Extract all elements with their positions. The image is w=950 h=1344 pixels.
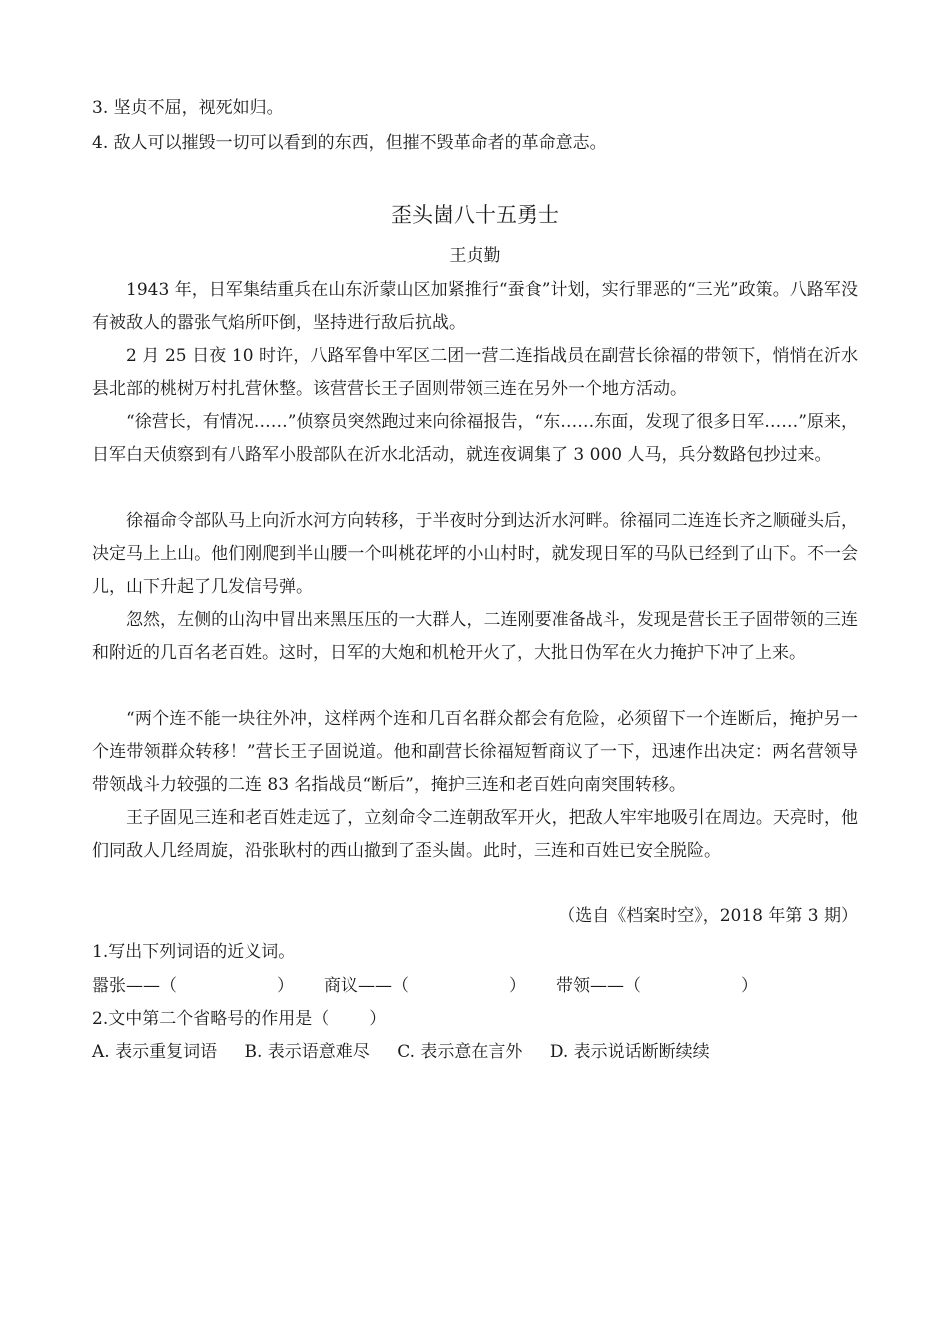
article-title: 歪头崮八十五勇士 (391, 203, 559, 227)
article-source: （选自《档案时空》，2018 年第 3 期） (558, 906, 858, 926)
answer-item-4: 4. 敌人可以摧毁一切可以看到的东西，但摧不毁革命者的革命意志。 (92, 133, 607, 153)
option-a[interactable]: A. 表示重复词语 (92, 1042, 218, 1062)
option-b[interactable]: B. 表示语意难尽 (244, 1042, 370, 1062)
option-d[interactable]: D. 表示说话断断续续 (549, 1042, 710, 1062)
synonym-item-3 (556, 975, 758, 997)
paragraph-4: 徐福命令部队马上向沂水河方向转移，于半夜时分到达沂水河畔。徐福同二连连长齐之顺碰头后，决定马上上山。他们刚爬到半山腰一个叫桃花坪的小山村时，就发现日军的马队已经到了山下。不一会儿，山下升起了几发信号弹。 (92, 511, 858, 597)
question-2-prompt (92, 1008, 386, 1030)
paragraph-3: “徐营长，有情况……”侦察员突然跑过来向徐福报告，“东……东面，发现了很多日军……”原来，日军白天侦察到有八路军小股部队在沂水北活动，就连夜调集了 3 000 人马，兵分数路包抄过来。 (92, 412, 858, 465)
synonym-word: 嚣张——（ (92, 976, 177, 996)
option-c[interactable]: C. 表示意在言外 (397, 1042, 523, 1062)
synonym-word: 带领——（ (556, 976, 641, 996)
synonym-close: ） (741, 976, 758, 996)
question-1-items (92, 975, 758, 997)
paragraph-2: 2 月 25 日夜 10 时许，八路军鲁中军区二团一营二连指战员在副营长徐福的带领下，悄悄在沂水县北部的桃树万村扎营休整。该营营长王子固则带领三连在另外一个地方活动。 (92, 346, 858, 399)
synonym-item-2 (324, 975, 526, 997)
article-author: 王贞勤 (449, 246, 501, 266)
paragraph-6: “两个连不能一块往外冲，这样两个连和几百名群众都会有危险，必须留下一个连断后，掩护另一个连带领群众转移！”营长王子固说道。他和副营长徐福短暂商议了一下，迅速作出决定：两名营领导带领战斗力较强的二连 83 名指战员“断后”，掩护三连和老百姓向南突围转移。 (92, 709, 858, 795)
question-2-options (92, 1041, 732, 1063)
paragraph-7: 王子固见三连和老百姓走远了，立刻命令二连朝敌军开火，把敌人牢牢地吸引在周边。天亮时，他们同敌人几经周旋，沿张耿村的西山撤到了歪头崮。此时，三连和百姓已安全脱险。 (92, 808, 858, 861)
question-2-prompt-end: ） (369, 1009, 387, 1029)
synonym-close: ） (277, 976, 294, 996)
answer-item-3: 3. 坚贞不屈，视死如归。 (92, 98, 284, 118)
synonym-word: 商议——（ (324, 976, 409, 996)
paragraph-5: 忽然，左侧的山沟中冒出来黑压压的一大群人，二连刚要准备战斗，发现是营长王子固带领的三连和附近的几百名老百姓。这时，日军的大炮和机枪开火了，大批日伪军在火力掩护下冲了上来。 (92, 610, 858, 663)
synonym-close: ） (509, 976, 526, 996)
question-2-prompt-start: 2.文中第二个省略号的作用是（ (92, 1009, 330, 1029)
question-1-prompt: 1.写出下列词语的近义词。 (92, 942, 296, 962)
paragraph-1: 1943 年，日军集结重兵在山东沂蒙山区加紧推行“蚕食”计划，实行罪恶的“三光”政策。八路军没有被敌人的嚣张气焰所吓倒，坚持进行敌后抗战。 (92, 280, 858, 333)
synonym-item-1 (92, 975, 294, 997)
